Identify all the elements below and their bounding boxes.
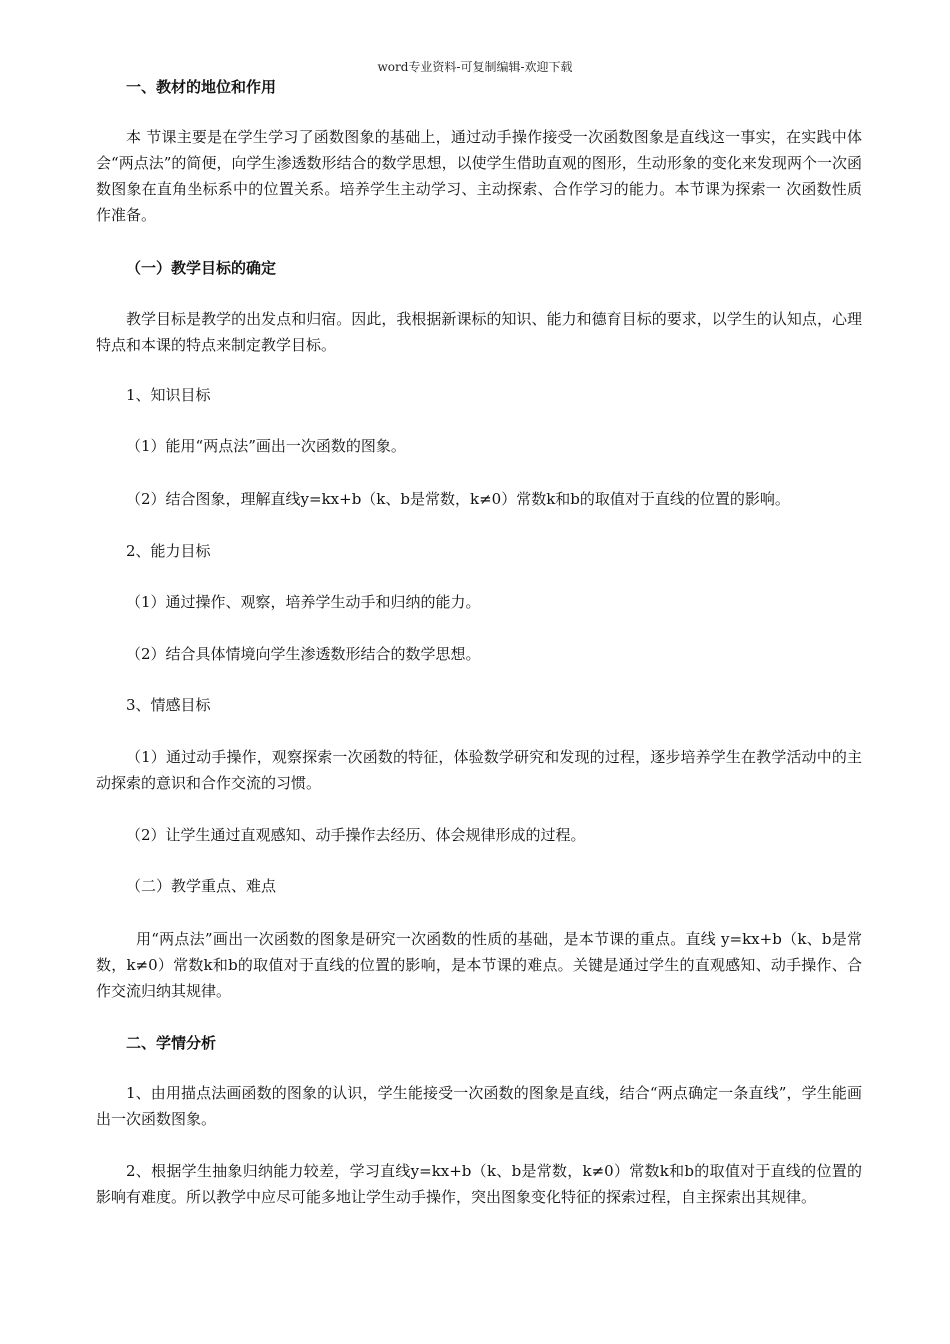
paragraph-textbook-role: 本 节课主要是在学生学习了函数图象的基础上，通过动手操作接受一次函数图象是直线这一事实，在实践中体会“两点法”的简便，向学生渗透数形结合的数学思想，以使学生借助直观的图形，生动形象的变化来发现两个一次函数图象在直角坐标系中的位置关系。培养学生主动学习、主动探索、合作学习的能力。本节课为探索一 次函数性质作准备。: [96, 128, 862, 224]
item-ability-1: （1）通过操作、观察，培养学生动手和归纳的能力。: [126, 593, 481, 611]
paragraph-student-analysis-1: 1、由用描点法画函数的图象的认识，学生能接受一次函数的图象是直线，结合“两点确定一条直线”，学生能画出一次函数图象。: [96, 1084, 862, 1128]
item-knowledge-1: （1）能用“两点法”画出一次函数的图象。: [126, 437, 406, 455]
subheading-key-points: （二）教学重点、难点: [126, 877, 277, 895]
page-header: word专业资料-可复制编辑-欢迎下载: [377, 60, 573, 74]
item-emotion-1: （1）通过动手操作，观察探索一次函数的特征，体验数学研究和发现的过程，逐步培养学生在教学活动中的主动探索的意识和合作交流的习惯。: [96, 748, 862, 792]
section-heading-2: 二、学情分析: [126, 1034, 217, 1052]
paragraph-key-points: 用“两点法”画出一次函数的图象是研究一次函数的性质的基础，是本节课的重点。直线 y=kx+b（k、b是常数，k≠0）常数k和b的取值对于直线的位置的影响，是本节课的难点。关键是通过学生的直观感知、动手操作、合作交流归纳其规律。: [96, 930, 863, 1000]
item-emotion-2: （2）让学生通过直观感知、动手操作去经历、体会规律形成的过程。: [126, 826, 586, 844]
item-knowledge-goal: 1、知识目标: [126, 386, 211, 404]
item-emotion-goal: 3、情感目标: [126, 696, 211, 714]
subheading-goals: （一）教学目标的确定: [126, 259, 277, 277]
paragraph-student-analysis-2: 2、根据学生抽象归纳能力较差，学习直线y=kx+b（k、b是常数，k≠0）常数k和b的取值对于直线的位置的影响有难度。所以教学中应尽可能多地让学生动手操作，突出图象变化特征的探索过程，自主探索出其规律。: [96, 1162, 862, 1206]
item-ability-goal: 2、能力目标: [126, 542, 211, 560]
paragraph-goals-intro: 教学目标是教学的出发点和归宿。因此，我根据新课标的知识、能力和德育目标的要求，以学生的认知点，心理特点和本课的特点来制定教学目标。: [96, 310, 862, 354]
item-knowledge-2: （2）结合图象，理解直线y=kx+b（k、b是常数，k≠0）常数k和b的取值对于直线的位置的影响。: [126, 490, 790, 508]
item-ability-2: （2）结合具体情境向学生渗透数形结合的数学思想。: [126, 645, 481, 663]
section-heading-1: 一、教材的地位和作用: [126, 78, 277, 96]
